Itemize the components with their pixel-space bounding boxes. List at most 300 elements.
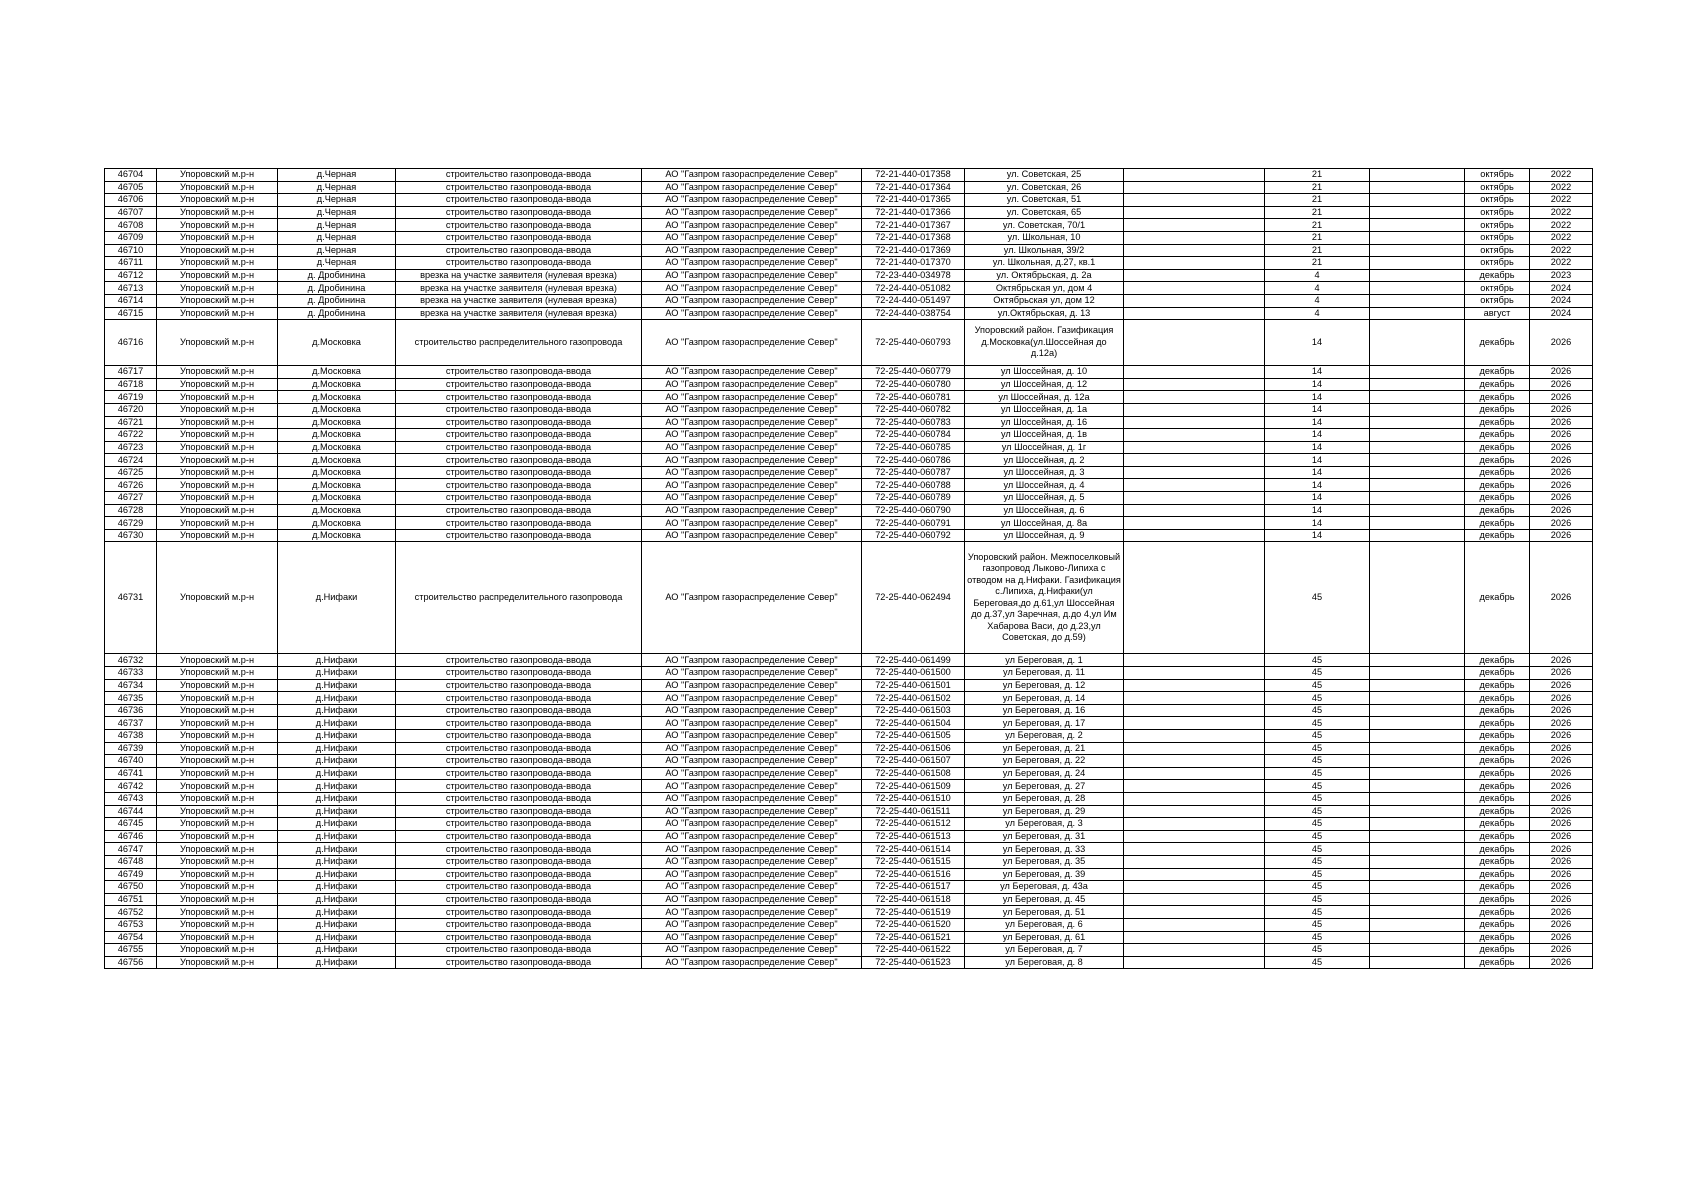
cell-month: декабрь (1465, 504, 1530, 517)
cell-blank-column-1 (1124, 517, 1265, 530)
cell-settlement: д.Нифаки (278, 742, 396, 755)
cell-year: 2022 (1530, 169, 1593, 182)
cell-district: Упоровский м.р-н (157, 667, 278, 680)
cell-quantity: 45 (1265, 881, 1370, 894)
cell-work-type: строительство газопровода-ввода (396, 805, 642, 818)
cell-year: 2026 (1530, 517, 1593, 530)
cell-settlement: д.Черная (278, 181, 396, 194)
cell-settlement: д.Московка (278, 320, 396, 366)
table-row (105, 906, 1593, 919)
cell-district: Упоровский м.р-н (157, 679, 278, 692)
cell-quantity: 45 (1265, 667, 1370, 680)
cell-address: ул Береговая, д. 1 (965, 654, 1124, 667)
cell-settlement: д.Нифаки (278, 667, 396, 680)
table-row (105, 169, 1593, 182)
cell-month: декабрь (1465, 454, 1530, 467)
cell-work-type: строительство газопровода-ввода (396, 830, 642, 843)
cell-address: ул Береговая, д. 43а (965, 881, 1124, 894)
table-row (105, 441, 1593, 454)
cell-work-type: строительство газопровода-ввода (396, 219, 642, 232)
cell-district: Упоровский м.р-н (157, 307, 278, 320)
cell-work-type: строительство газопровода-ввода (396, 855, 642, 868)
cell-row-number: 46751 (105, 893, 157, 906)
cell-year: 2026 (1530, 717, 1593, 730)
cell-quantity: 14 (1265, 504, 1370, 517)
cell-district: Упоровский м.р-н (157, 403, 278, 416)
cell-application-number: 72-25-440-061503 (862, 704, 965, 717)
cell-blank-column-1 (1124, 269, 1265, 282)
cell-row-number: 46754 (105, 931, 157, 944)
cell-work-type: строительство газопровода-ввода (396, 906, 642, 919)
cell-organization: АО "Газпром газораспределение Север" (642, 792, 862, 805)
cell-address: ул Береговая, д. 31 (965, 830, 1124, 843)
cell-work-type: строительство газопровода-ввода (396, 517, 642, 530)
cell-district: Упоровский м.р-н (157, 181, 278, 194)
cell-organization: АО "Газпром газораспределение Север" (642, 378, 862, 391)
cell-settlement: д.Нифаки (278, 755, 396, 768)
cell-address: ул Береговая, д. 7 (965, 944, 1124, 957)
table-body (105, 169, 1593, 969)
cell-work-type: строительство газопровода-ввода (396, 429, 642, 442)
cell-settlement: д.Нифаки (278, 704, 396, 717)
cell-organization: АО "Газпром газораспределение Север" (642, 366, 862, 379)
cell-district: Упоровский м.р-н (157, 755, 278, 768)
cell-month: декабрь (1465, 730, 1530, 743)
cell-application-number: 72-21-440-017358 (862, 169, 965, 182)
cell-work-type: строительство газопровода-ввода (396, 366, 642, 379)
cell-district: Упоровский м.р-н (157, 429, 278, 442)
cell-organization: АО "Газпром газораспределение Север" (642, 755, 862, 768)
cell-organization: АО "Газпром газораспределение Север" (642, 654, 862, 667)
cell-address: ул. Советская, 25 (965, 169, 1124, 182)
cell-application-number: 72-25-440-061505 (862, 730, 965, 743)
cell-application-number: 72-25-440-060784 (862, 429, 965, 442)
cell-organization: АО "Газпром газораспределение Север" (642, 492, 862, 505)
cell-work-type: строительство газопровода-ввода (396, 378, 642, 391)
cell-blank-column-2 (1370, 667, 1465, 680)
cell-application-number: 72-24-440-051082 (862, 282, 965, 295)
cell-settlement: д.Нифаки (278, 654, 396, 667)
cell-application-number: 72-25-440-061523 (862, 956, 965, 969)
cell-settlement: д.Черная (278, 244, 396, 257)
cell-district: Упоровский м.р-н (157, 704, 278, 717)
cell-row-number: 46731 (105, 542, 157, 654)
cell-blank-column-2 (1370, 492, 1465, 505)
cell-application-number: 72-25-440-060792 (862, 529, 965, 542)
cell-quantity: 45 (1265, 868, 1370, 881)
cell-quantity: 45 (1265, 767, 1370, 780)
cell-quantity: 21 (1265, 244, 1370, 257)
cell-district: Упоровский м.р-н (157, 893, 278, 906)
cell-address: ул. Советская, 51 (965, 194, 1124, 207)
cell-work-type: строительство газопровода-ввода (396, 717, 642, 730)
cell-year: 2026 (1530, 944, 1593, 957)
cell-application-number: 72-25-440-061517 (862, 881, 965, 894)
cell-blank-column-2 (1370, 654, 1465, 667)
cell-organization: АО "Газпром газораспределение Север" (642, 805, 862, 818)
cell-row-number: 46734 (105, 679, 157, 692)
cell-settlement: д.Черная (278, 219, 396, 232)
table-row (105, 517, 1593, 530)
cell-work-type: строительство газопровода-ввода (396, 257, 642, 270)
cell-district: Упоровский м.р-н (157, 378, 278, 391)
cell-year: 2026 (1530, 403, 1593, 416)
cell-work-type: строительство газопровода-ввода (396, 654, 642, 667)
cell-organization: АО "Газпром газораспределение Север" (642, 416, 862, 429)
cell-settlement: д.Московка (278, 403, 396, 416)
cell-year: 2026 (1530, 654, 1593, 667)
cell-blank-column-2 (1370, 244, 1465, 257)
cell-organization: АО "Газпром газораспределение Север" (642, 692, 862, 705)
cell-year: 2026 (1530, 454, 1593, 467)
table-row (105, 893, 1593, 906)
cell-row-number: 46729 (105, 517, 157, 530)
cell-row-number: 46725 (105, 466, 157, 479)
cell-settlement: д.Нифаки (278, 944, 396, 957)
cell-district: Упоровский м.р-н (157, 818, 278, 831)
cell-row-number: 46712 (105, 269, 157, 282)
cell-quantity: 14 (1265, 366, 1370, 379)
cell-organization: АО "Газпром газораспределение Север" (642, 231, 862, 244)
cell-blank-column-1 (1124, 805, 1265, 818)
cell-work-type: строительство газопровода-ввода (396, 169, 642, 182)
cell-settlement: д.Нифаки (278, 868, 396, 881)
cell-settlement: д.Нифаки (278, 780, 396, 793)
cell-month: декабрь (1465, 755, 1530, 768)
cell-blank-column-1 (1124, 454, 1265, 467)
cell-blank-column-1 (1124, 366, 1265, 379)
cell-work-type: строительство газопровода-ввода (396, 767, 642, 780)
cell-address: Упоровский район. Межпоселковый газопровод Лыково-Липиха с отводом на д.Нифаки. Газификация с.Липиха, д.Нифаки(ул Береговая,до д.61,ул Шоссейная до д.37,ул Заречная, д.до 4,ул Им Хабарова Васи, до д.23,ул Советская, до д.59) (965, 542, 1124, 654)
cell-year: 2026 (1530, 931, 1593, 944)
cell-blank-column-1 (1124, 780, 1265, 793)
cell-organization: АО "Газпром газораспределение Север" (642, 504, 862, 517)
cell-month: декабрь (1465, 931, 1530, 944)
cell-quantity: 21 (1265, 181, 1370, 194)
table-row (105, 742, 1593, 755)
cell-year: 2026 (1530, 742, 1593, 755)
cell-work-type: строительство газопровода-ввода (396, 931, 642, 944)
cell-organization: АО "Газпром газораспределение Север" (642, 730, 862, 743)
table-row (105, 454, 1593, 467)
cell-blank-column-1 (1124, 492, 1265, 505)
cell-district: Упоровский м.р-н (157, 529, 278, 542)
cell-blank-column-2 (1370, 755, 1465, 768)
cell-month: октябрь (1465, 206, 1530, 219)
cell-month: декабрь (1465, 403, 1530, 416)
cell-row-number: 46737 (105, 717, 157, 730)
cell-address: ул. Школьная, 10 (965, 231, 1124, 244)
cell-year: 2026 (1530, 667, 1593, 680)
cell-month: декабрь (1465, 918, 1530, 931)
cell-settlement: д.Нифаки (278, 792, 396, 805)
cell-blank-column-2 (1370, 181, 1465, 194)
cell-application-number: 72-21-440-017365 (862, 194, 965, 207)
cell-address: ул. Советская, 26 (965, 181, 1124, 194)
cell-address: ул Береговая, д. 17 (965, 717, 1124, 730)
table-row (105, 257, 1593, 270)
cell-address: ул Береговая, д. 24 (965, 767, 1124, 780)
cell-year: 2022 (1530, 181, 1593, 194)
cell-row-number: 46733 (105, 667, 157, 680)
cell-blank-column-2 (1370, 918, 1465, 931)
cell-quantity: 14 (1265, 320, 1370, 366)
cell-blank-column-2 (1370, 282, 1465, 295)
cell-row-number: 46756 (105, 956, 157, 969)
table-row (105, 881, 1593, 894)
cell-quantity: 45 (1265, 704, 1370, 717)
table-row (105, 479, 1593, 492)
cell-district: Упоровский м.р-н (157, 843, 278, 856)
cell-month: декабрь (1465, 654, 1530, 667)
cell-organization: АО "Газпром газораспределение Север" (642, 391, 862, 404)
cell-blank-column-1 (1124, 792, 1265, 805)
cell-organization: АО "Газпром газораспределение Север" (642, 767, 862, 780)
cell-year: 2026 (1530, 730, 1593, 743)
cell-blank-column-1 (1124, 956, 1265, 969)
cell-blank-column-2 (1370, 818, 1465, 831)
cell-settlement: д.Московка (278, 517, 396, 530)
cell-application-number: 72-25-440-062494 (862, 542, 965, 654)
table-row (105, 529, 1593, 542)
cell-address: Упоровский район. Газификация д.Московка(ул.Шоссейная до д.12а) (965, 320, 1124, 366)
cell-district: Упоровский м.р-н (157, 169, 278, 182)
cell-year: 2026 (1530, 479, 1593, 492)
cell-organization: АО "Газпром газораспределение Север" (642, 679, 862, 692)
cell-organization: АО "Газпром газораспределение Север" (642, 818, 862, 831)
cell-quantity: 45 (1265, 918, 1370, 931)
cell-address: ул Шоссейная, д. 12 (965, 378, 1124, 391)
cell-organization: АО "Газпром газораспределение Север" (642, 517, 862, 530)
cell-organization: АО "Газпром газораспределение Север" (642, 257, 862, 270)
cell-quantity: 4 (1265, 282, 1370, 295)
cell-quantity: 45 (1265, 742, 1370, 755)
cell-work-type: строительство газопровода-ввода (396, 667, 642, 680)
cell-quantity: 45 (1265, 692, 1370, 705)
cell-organization: АО "Газпром газораспределение Север" (642, 282, 862, 295)
cell-organization: АО "Газпром газораспределение Север" (642, 944, 862, 957)
cell-application-number: 72-25-440-061518 (862, 893, 965, 906)
cell-work-type: врезка на участке заявителя (нулевая врезка) (396, 269, 642, 282)
cell-quantity: 45 (1265, 906, 1370, 919)
cell-quantity: 45 (1265, 805, 1370, 818)
cell-row-number: 46745 (105, 818, 157, 831)
cell-year: 2022 (1530, 206, 1593, 219)
table-row (105, 219, 1593, 232)
cell-blank-column-1 (1124, 830, 1265, 843)
cell-year: 2026 (1530, 529, 1593, 542)
cell-blank-column-2 (1370, 219, 1465, 232)
cell-year: 2026 (1530, 780, 1593, 793)
cell-blank-column-1 (1124, 441, 1265, 454)
cell-application-number: 72-25-440-061509 (862, 780, 965, 793)
table-row (105, 818, 1593, 831)
cell-month: декабрь (1465, 780, 1530, 793)
cell-district: Упоровский м.р-н (157, 742, 278, 755)
cell-district: Упоровский м.р-н (157, 391, 278, 404)
cell-application-number: 72-25-440-060785 (862, 441, 965, 454)
cell-blank-column-2 (1370, 868, 1465, 881)
cell-settlement: д.Московка (278, 391, 396, 404)
table-row (105, 231, 1593, 244)
cell-address: ул Шоссейная, д. 3 (965, 466, 1124, 479)
cell-month: октябрь (1465, 244, 1530, 257)
cell-organization: АО "Газпром газораспределение Север" (642, 206, 862, 219)
cell-work-type: строительство газопровода-ввода (396, 231, 642, 244)
cell-year: 2026 (1530, 466, 1593, 479)
cell-blank-column-1 (1124, 529, 1265, 542)
cell-year: 2026 (1530, 679, 1593, 692)
cell-blank-column-1 (1124, 294, 1265, 307)
table-row (105, 282, 1593, 295)
cell-row-number: 46738 (105, 730, 157, 743)
table-row (105, 855, 1593, 868)
cell-application-number: 72-25-440-060780 (862, 378, 965, 391)
cell-blank-column-1 (1124, 918, 1265, 931)
cell-blank-column-1 (1124, 542, 1265, 654)
cell-month: декабрь (1465, 855, 1530, 868)
cell-row-number: 46728 (105, 504, 157, 517)
cell-month: декабрь (1465, 818, 1530, 831)
cell-month: декабрь (1465, 378, 1530, 391)
cell-month: декабрь (1465, 441, 1530, 454)
cell-address: ул Береговая, д. 61 (965, 931, 1124, 944)
cell-organization: АО "Газпром газораспределение Север" (642, 429, 862, 442)
table-row (105, 780, 1593, 793)
cell-work-type: строительство газопровода-ввода (396, 479, 642, 492)
table-row (105, 542, 1593, 654)
cell-settlement: д.Черная (278, 206, 396, 219)
cell-organization: АО "Газпром газораспределение Север" (642, 855, 862, 868)
cell-month: октябрь (1465, 294, 1530, 307)
cell-application-number: 72-25-440-061522 (862, 944, 965, 957)
cell-application-number: 72-25-440-060783 (862, 416, 965, 429)
gas-connection-table (104, 168, 1593, 969)
cell-district: Упоровский м.р-н (157, 881, 278, 894)
cell-application-number: 72-25-440-061506 (862, 742, 965, 755)
table-row (105, 755, 1593, 768)
table-row (105, 366, 1593, 379)
cell-blank-column-2 (1370, 429, 1465, 442)
cell-settlement: д.Черная (278, 231, 396, 244)
cell-district: Упоровский м.р-н (157, 492, 278, 505)
cell-work-type: строительство газопровода-ввода (396, 403, 642, 416)
cell-quantity: 45 (1265, 755, 1370, 768)
cell-blank-column-2 (1370, 479, 1465, 492)
cell-district: Упоровский м.р-н (157, 918, 278, 931)
cell-address: ул Береговая, д. 33 (965, 843, 1124, 856)
table-row (105, 767, 1593, 780)
cell-year: 2026 (1530, 956, 1593, 969)
cell-blank-column-2 (1370, 542, 1465, 654)
cell-month: декабрь (1465, 429, 1530, 442)
cell-district: Упоровский м.р-н (157, 944, 278, 957)
table-row (105, 730, 1593, 743)
cell-district: Упоровский м.р-н (157, 792, 278, 805)
cell-blank-column-2 (1370, 517, 1465, 530)
cell-address: ул Шоссейная, д. 2 (965, 454, 1124, 467)
cell-blank-column-1 (1124, 403, 1265, 416)
cell-organization: АО "Газпром газораспределение Север" (642, 529, 862, 542)
cell-work-type: строительство газопровода-ввода (396, 868, 642, 881)
cell-organization: АО "Газпром газораспределение Север" (642, 881, 862, 894)
cell-organization: АО "Газпром газораспределение Север" (642, 742, 862, 755)
cell-blank-column-1 (1124, 378, 1265, 391)
cell-application-number: 72-25-440-061520 (862, 918, 965, 931)
cell-application-number: 72-25-440-061504 (862, 717, 965, 730)
cell-row-number: 46748 (105, 855, 157, 868)
cell-work-type: строительство газопровода-ввода (396, 956, 642, 969)
cell-quantity: 14 (1265, 479, 1370, 492)
cell-month: декабрь (1465, 529, 1530, 542)
cell-blank-column-2 (1370, 792, 1465, 805)
cell-district: Упоровский м.р-н (157, 767, 278, 780)
cell-work-type: строительство газопровода-ввода (396, 181, 642, 194)
cell-work-type: строительство газопровода-ввода (396, 843, 642, 856)
cell-address: ул Шоссейная, д. 16 (965, 416, 1124, 429)
cell-row-number: 46719 (105, 391, 157, 404)
cell-district: Упоровский м.р-н (157, 466, 278, 479)
cell-district: Упоровский м.р-н (157, 244, 278, 257)
cell-work-type: строительство газопровода-ввода (396, 492, 642, 505)
cell-work-type: строительство газопровода-ввода (396, 944, 642, 957)
cell-blank-column-1 (1124, 257, 1265, 270)
cell-application-number: 72-25-440-060788 (862, 479, 965, 492)
cell-organization: АО "Газпром газораспределение Север" (642, 868, 862, 881)
cell-month: декабрь (1465, 843, 1530, 856)
cell-address: ул Шоссейная, д. 8а (965, 517, 1124, 530)
cell-settlement: д.Московка (278, 466, 396, 479)
table-row (105, 429, 1593, 442)
cell-settlement: д.Московка (278, 504, 396, 517)
cell-organization: АО "Газпром газораспределение Север" (642, 667, 862, 680)
cell-quantity: 45 (1265, 818, 1370, 831)
cell-row-number: 46753 (105, 918, 157, 931)
cell-settlement: д.Черная (278, 257, 396, 270)
cell-month: декабрь (1465, 667, 1530, 680)
cell-address: ул Береговая, д. 16 (965, 704, 1124, 717)
cell-year: 2026 (1530, 504, 1593, 517)
cell-district: Упоровский м.р-н (157, 416, 278, 429)
cell-blank-column-2 (1370, 944, 1465, 957)
cell-address: ул Береговая, д. 22 (965, 755, 1124, 768)
cell-year: 2026 (1530, 416, 1593, 429)
cell-address: ул Шоссейная, д. 5 (965, 492, 1124, 505)
table-row (105, 504, 1593, 517)
cell-work-type: строительство газопровода-ввода (396, 780, 642, 793)
cell-settlement: д.Нифаки (278, 692, 396, 705)
cell-blank-column-1 (1124, 906, 1265, 919)
cell-district: Упоровский м.р-н (157, 231, 278, 244)
cell-address: ул Шоссейная, д. 9 (965, 529, 1124, 542)
table-row (105, 194, 1593, 207)
cell-row-number: 46710 (105, 244, 157, 257)
cell-quantity: 21 (1265, 257, 1370, 270)
cell-work-type: строительство газопровода-ввода (396, 416, 642, 429)
cell-application-number: 72-25-440-061515 (862, 855, 965, 868)
cell-organization: АО "Газпром газораспределение Север" (642, 918, 862, 931)
table-row (105, 654, 1593, 667)
cell-organization: АО "Газпром газораспределение Север" (642, 704, 862, 717)
cell-year: 2023 (1530, 269, 1593, 282)
cell-blank-column-1 (1124, 868, 1265, 881)
cell-district: Упоровский м.р-н (157, 805, 278, 818)
cell-address: ул Шоссейная, д. 1в (965, 429, 1124, 442)
cell-address: ул Береговая, д. 35 (965, 855, 1124, 868)
cell-address: ул Береговая, д. 12 (965, 679, 1124, 692)
cell-organization: АО "Газпром газораспределение Север" (642, 294, 862, 307)
cell-application-number: 72-25-440-060779 (862, 366, 965, 379)
